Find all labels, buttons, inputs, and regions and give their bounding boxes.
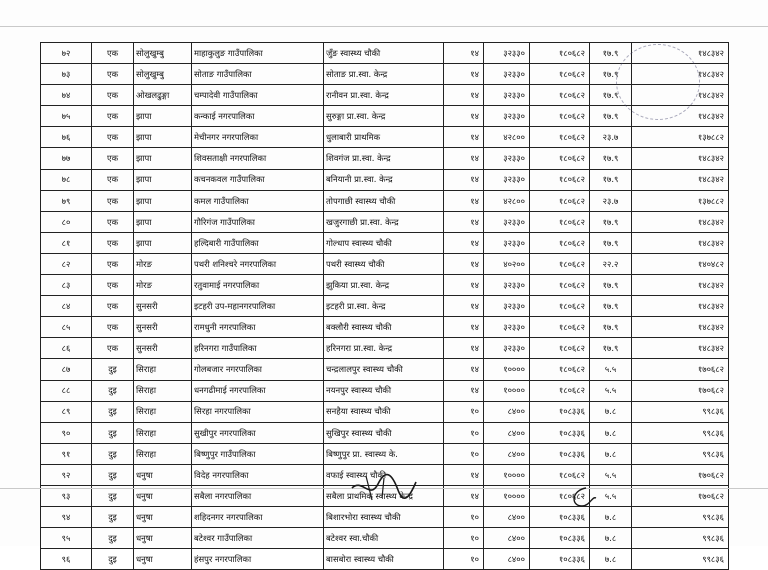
facility-cell: बनियानी प्रा.स्वा. केन्द्र [324,169,444,190]
qty-cell: १० [444,443,484,464]
table-row [41,211,729,232]
percent-cell: १७.९ [590,338,632,359]
top-rule [0,26,768,27]
facility-cell: सबैला प्राथमिक स्वास्थ्य केन्द्र [324,485,444,506]
number-cell: एक [92,127,134,148]
total-cell: १८०६८२ [530,148,590,169]
balance-cell: १७०६८२ [632,359,729,380]
municipality-cell: बिष्णुपुर गाउँपालिका [192,443,324,464]
table-row [41,190,729,211]
table-row [41,338,729,359]
facility-cell: बटेश्वर स्वा.चौकी [324,528,444,549]
amount-cell: ३२३३० [484,43,530,64]
facility-cell: झुकिया प्रा.स्वा. केन्द्र [324,275,444,296]
municipality-cell: हंसपुर नगरपालिका [192,549,324,570]
serial-cell: ९२ [41,464,92,485]
table-row [41,148,729,169]
serial-cell: ८७ [41,359,92,380]
percent-cell: १७.९ [590,85,632,106]
qty-cell: १४ [444,380,484,401]
district-cell: झापा [134,211,192,232]
percent-cell: १७.९ [590,64,632,85]
amount-cell: ३२३३० [484,275,530,296]
facility-cell: सनहैया स्वास्थ्य चौकी [324,401,444,422]
qty-cell: १४ [444,464,484,485]
serial-cell: ९० [41,422,92,443]
amount-cell: ३२३३० [484,106,530,127]
qty-cell: १० [444,528,484,549]
number-cell: दुइ [92,507,134,528]
district-cell: ओखलढुङ्गा [134,85,192,106]
district-cell: सोलुखुम्बु [134,43,192,64]
table-row [41,253,729,274]
qty-cell: १० [444,401,484,422]
municipality-cell: विदेह नगरपालिका [192,464,324,485]
serial-cell: ७४ [41,85,92,106]
number-cell: एक [92,275,134,296]
district-cell: सोलुखुम्बु [134,64,192,85]
district-cell: मोरङ [134,253,192,274]
signature-1 [348,470,418,504]
total-cell: १०८३३६ [530,528,590,549]
serial-cell: ७८ [41,169,92,190]
total-cell: १८०६८२ [530,64,590,85]
district-cell: सुनसरी [134,338,192,359]
number-cell: एक [92,296,134,317]
qty-cell: १४ [444,232,484,253]
total-cell: १८०६८२ [530,338,590,359]
number-cell: दुइ [92,485,134,506]
table-row [41,359,729,380]
amount-cell: ३२३३० [484,85,530,106]
percent-cell: १७.९ [590,275,632,296]
table-row [41,549,729,570]
total-cell: १८०६८२ [530,485,590,506]
total-cell: १८०६८२ [530,211,590,232]
municipality-cell: मेचीनगर नगरपालिका [192,127,324,148]
number-cell: दुइ [92,549,134,570]
percent-cell: १७.९ [590,232,632,253]
table-row [41,296,729,317]
total-cell: १८०६८२ [530,169,590,190]
table-row [41,275,729,296]
district-cell: सिराहा [134,380,192,401]
total-cell: १८०६८२ [530,85,590,106]
number-cell: एक [92,211,134,232]
signature-2 [566,484,602,510]
percent-cell: ५.५ [590,464,632,485]
percent-cell: ५.५ [590,485,632,506]
balance-cell: १७०६८२ [632,485,729,506]
municipality-cell: पथरी शनिश्चरे नगरपालिका [192,253,324,274]
municipality-cell: माहाकुलुङ गाउँपालिका [192,43,324,64]
total-cell: १८०६८२ [530,253,590,274]
qty-cell: १४ [444,296,484,317]
amount-cell: ८४०० [484,443,530,464]
municipality-cell: रामधुनी नगरपालिका [192,317,324,338]
number-cell: एक [92,85,134,106]
balance-cell: १३७८८२ [632,190,729,211]
district-cell: झापा [134,169,192,190]
serial-cell: ८० [41,211,92,232]
municipality-cell: शहिदनगर नगरपालिका [192,507,324,528]
municipality-cell: रतुवामाई नगरपालिका [192,275,324,296]
amount-cell: ३२३३० [484,296,530,317]
table-row [41,422,729,443]
total-cell: १०८३३६ [530,549,590,570]
table-row [41,317,729,338]
facility-cell: सोताङ प्रा.स्वा. केन्द्र [324,64,444,85]
table-row [41,106,729,127]
facility-cell: पथरी स्वास्थ्य चौकी [324,253,444,274]
qty-cell: १४ [444,275,484,296]
amount-cell: १०००० [484,380,530,401]
district-cell: धनुषा [134,485,192,506]
facility-cell: तोपगाछी स्वास्थ्य चौकी [324,190,444,211]
qty-cell: १० [444,507,484,528]
facility-cell: बक्लौरी स्वास्थ्य चौकी [324,317,444,338]
qty-cell: १४ [444,85,484,106]
facility-cell: गोल्धाप स्वास्थ्य चौकी [324,232,444,253]
balance-cell: ९९८३६ [632,422,729,443]
balance-cell: १४०४८२ [632,253,729,274]
balance-cell: १४८३४२ [632,317,729,338]
balance-cell: १३७८८२ [632,127,729,148]
qty-cell: १४ [444,169,484,190]
district-cell: झापा [134,190,192,211]
district-cell: सुनसरी [134,296,192,317]
percent-cell: १७.९ [590,169,632,190]
table-row [41,507,729,528]
balance-cell: ९९८३६ [632,528,729,549]
balance-cell: १४८३४२ [632,148,729,169]
amount-cell: १०००० [484,464,530,485]
amount-cell: ८४०० [484,507,530,528]
municipality-cell: कचनकवल गाउँपालिका [192,169,324,190]
municipality-cell: चम्पादेवी गाउँपालिका [192,85,324,106]
district-cell: सुनसरी [134,317,192,338]
facility-cell: सुखिपुर स्वास्थ्य चौकी [324,422,444,443]
total-cell: १८०६८२ [530,190,590,211]
total-cell: १८०६८२ [530,43,590,64]
municipality-cell: शिवसताक्षी नगरपालिका [192,148,324,169]
total-cell: १८०६८२ [530,296,590,317]
table-row [41,443,729,464]
serial-cell: ७६ [41,127,92,148]
balance-cell: ९९८३६ [632,401,729,422]
municipality-cell: हल्दिबारी गाउँपालिका [192,232,324,253]
percent-cell: २२.२ [590,253,632,274]
percent-cell: ५.५ [590,359,632,380]
total-cell: १८०६८२ [530,232,590,253]
facility-cell: बिष्णुपुर प्रा. स्वास्थ्य के. [324,443,444,464]
serial-cell: ९३ [41,485,92,506]
serial-cell: ९५ [41,528,92,549]
district-cell: सिराहा [134,359,192,380]
balance-cell: १४८३४२ [632,211,729,232]
serial-cell: ८१ [41,232,92,253]
facility-cell: वफाई स्वास्थ्य चौकी [324,464,444,485]
table-row [41,401,729,422]
number-cell: एक [92,338,134,359]
number-cell: दुइ [92,443,134,464]
facility-cell: सुरुङ्गा प्रा.स्वा. केन्द्र [324,106,444,127]
number-cell: एक [92,148,134,169]
balance-cell: ९९८३६ [632,549,729,570]
serial-cell: ९१ [41,443,92,464]
balance-cell: १४८३४२ [632,64,729,85]
municipality-cell: सबैला नगरपालिका [192,485,324,506]
number-cell: दुइ [92,359,134,380]
total-cell: १८०६८२ [530,464,590,485]
table-row [41,232,729,253]
municipality-cell: हरिनगरा गाउँपालिका [192,338,324,359]
number-cell: दुइ [92,422,134,443]
amount-cell: ३२३३० [484,211,530,232]
serial-cell: ८९ [41,401,92,422]
amount-cell: ८४०० [484,528,530,549]
municipality-cell: धनगढीमाई नगरपालिका [192,380,324,401]
municipality-cell: सिरहा नगरपालिका [192,401,324,422]
serial-cell: ७५ [41,106,92,127]
balance-cell: १४८३४२ [632,296,729,317]
qty-cell: १४ [444,359,484,380]
municipality-cell: सुखीपुर नगरपालिका [192,422,324,443]
district-cell: झापा [134,127,192,148]
amount-cell: ३२३३० [484,64,530,85]
municipality-cell: गोलबजार नगरपालिका [192,359,324,380]
qty-cell: १४ [444,338,484,359]
total-cell: १०८३३६ [530,507,590,528]
facility-cell: बिशारभोरा स्वास्थ्य चौकी [324,507,444,528]
amount-cell: ८४०० [484,401,530,422]
percent-cell: ५.५ [590,380,632,401]
balance-cell: १७०६८२ [632,380,729,401]
percent-cell: १७.९ [590,317,632,338]
qty-cell: १४ [444,43,484,64]
balance-cell: १४८३४२ [632,43,729,64]
serial-cell: ७२ [41,43,92,64]
municipality-cell: कन्काई नगरपालिका [192,106,324,127]
balance-cell: ९९८३६ [632,443,729,464]
percent-cell: ७.८ [590,422,632,443]
amount-cell: ४२८०० [484,190,530,211]
facility-cell: चन्द्रलालपुर स्वास्थ्य चौकी [324,359,444,380]
percent-cell: १७.९ [590,148,632,169]
number-cell: दुइ [92,528,134,549]
qty-cell: १४ [444,190,484,211]
number-cell: दुइ [92,401,134,422]
percent-cell: ७.८ [590,549,632,570]
percent-cell: ७.८ [590,507,632,528]
amount-cell: ३२३३० [484,338,530,359]
qty-cell: १४ [444,106,484,127]
district-cell: सिराहा [134,401,192,422]
district-cell: धनुषा [134,549,192,570]
balance-cell: १४८३४२ [632,106,729,127]
district-cell: धनुषा [134,528,192,549]
amount-cell: ४०२०० [484,253,530,274]
amount-cell: ८४०० [484,549,530,570]
serial-cell: ९४ [41,507,92,528]
district-cell: झापा [134,106,192,127]
percent-cell: ७.८ [590,401,632,422]
municipality-cell: इटहरी उप-महानगरपालिका [192,296,324,317]
total-cell: १०८३३६ [530,422,590,443]
district-cell: सिराहा [134,422,192,443]
facility-cell: शिवगंज प्रा.स्वा. केन्द्र [324,148,444,169]
balance-cell: १४८३४२ [632,232,729,253]
amount-cell: ८४०० [484,422,530,443]
number-cell: दुइ [92,380,134,401]
total-cell: १८०६८२ [530,127,590,148]
facility-cell: खजुरगाछी प्रा.स्वा. केन्द्र [324,211,444,232]
district-cell: मोरङ [134,275,192,296]
balance-cell: १४८३४२ [632,338,729,359]
amount-cell: ३२३३० [484,232,530,253]
amount-cell: ३२३३० [484,169,530,190]
district-cell: झापा [134,232,192,253]
municipality-cell: कमल गाउँपालिका [192,190,324,211]
number-cell: एक [92,190,134,211]
serial-cell: ८६ [41,338,92,359]
serial-cell: ७७ [41,148,92,169]
percent-cell: २३.७ [590,190,632,211]
number-cell: एक [92,317,134,338]
district-cell: धनुषा [134,507,192,528]
facility-cell: रानीवन प्रा.स्वा. केन्द्र [324,85,444,106]
table-row [41,127,729,148]
number-cell: एक [92,43,134,64]
balance-cell: १४८३४२ [632,169,729,190]
number-cell: एक [92,64,134,85]
amount-cell: १०००० [484,359,530,380]
official-stamp [616,44,700,120]
number-cell: एक [92,169,134,190]
balance-cell: १४८३४२ [632,85,729,106]
serial-cell: ८५ [41,317,92,338]
percent-cell: ७.८ [590,528,632,549]
total-cell: १८०६८२ [530,380,590,401]
municipality-cell: बटेश्वर गाउँपालिका [192,528,324,549]
amount-cell: ३२३३० [484,317,530,338]
facility-cell: हरिनगरा प्रा.स्वा. केन्द्र [324,338,444,359]
total-cell: १०८३३६ [530,401,590,422]
qty-cell: १० [444,422,484,443]
percent-cell: २३.७ [590,127,632,148]
qty-cell: १४ [444,64,484,85]
district-cell: सिराहा [134,443,192,464]
serial-cell: ७३ [41,64,92,85]
facility-cell: नयनपुर स्वास्थ्य चौकी [324,380,444,401]
municipality-cell: गौरिगंज गाउँपालिका [192,211,324,232]
qty-cell: १४ [444,127,484,148]
balance-cell: ९९८३६ [632,507,729,528]
serial-cell: ८३ [41,275,92,296]
facility-cell: जुँङ स्वास्थ्य चौकी [324,43,444,64]
number-cell: एक [92,106,134,127]
number-cell: दुइ [92,464,134,485]
percent-cell: १७.९ [590,43,632,64]
total-cell: १८०६८२ [530,275,590,296]
total-cell: १८०६८२ [530,359,590,380]
facility-cell: इटहरी प्रा.स्वा. केन्द्र [324,296,444,317]
balance-cell: १७०६८२ [632,464,729,485]
qty-cell: १० [444,549,484,570]
percent-cell: १७.९ [590,296,632,317]
amount-cell: ४२८०० [484,127,530,148]
percent-cell: १७.९ [590,211,632,232]
percent-cell: ७.८ [590,443,632,464]
total-cell: १८०६८२ [530,317,590,338]
percent-cell: १७.९ [590,106,632,127]
serial-cell: ७९ [41,190,92,211]
municipality-cell: सोताङ गाउँपालिका [192,64,324,85]
district-cell: झापा [134,148,192,169]
serial-cell: ८४ [41,296,92,317]
total-cell: १०८३३६ [530,443,590,464]
total-cell: १८०६८२ [530,106,590,127]
serial-cell: ९६ [41,549,92,570]
balance-cell: १४८३४२ [632,275,729,296]
qty-cell: १४ [444,485,484,506]
facility-cell: धुलाबारी प्राथमिक [324,127,444,148]
serial-cell: ८८ [41,380,92,401]
qty-cell: १४ [444,148,484,169]
table-row [41,169,729,190]
amount-cell: ३२३३० [484,148,530,169]
table-row [41,380,729,401]
number-cell: एक [92,253,134,274]
number-cell: एक [92,232,134,253]
amount-cell: १०००० [484,485,530,506]
serial-cell: ८२ [41,253,92,274]
facility-cell: बासबोरा स्वास्थ्य चौकी [324,549,444,570]
qty-cell: १४ [444,211,484,232]
qty-cell: १४ [444,317,484,338]
qty-cell: १४ [444,253,484,274]
district-cell: धनुषा [134,464,192,485]
